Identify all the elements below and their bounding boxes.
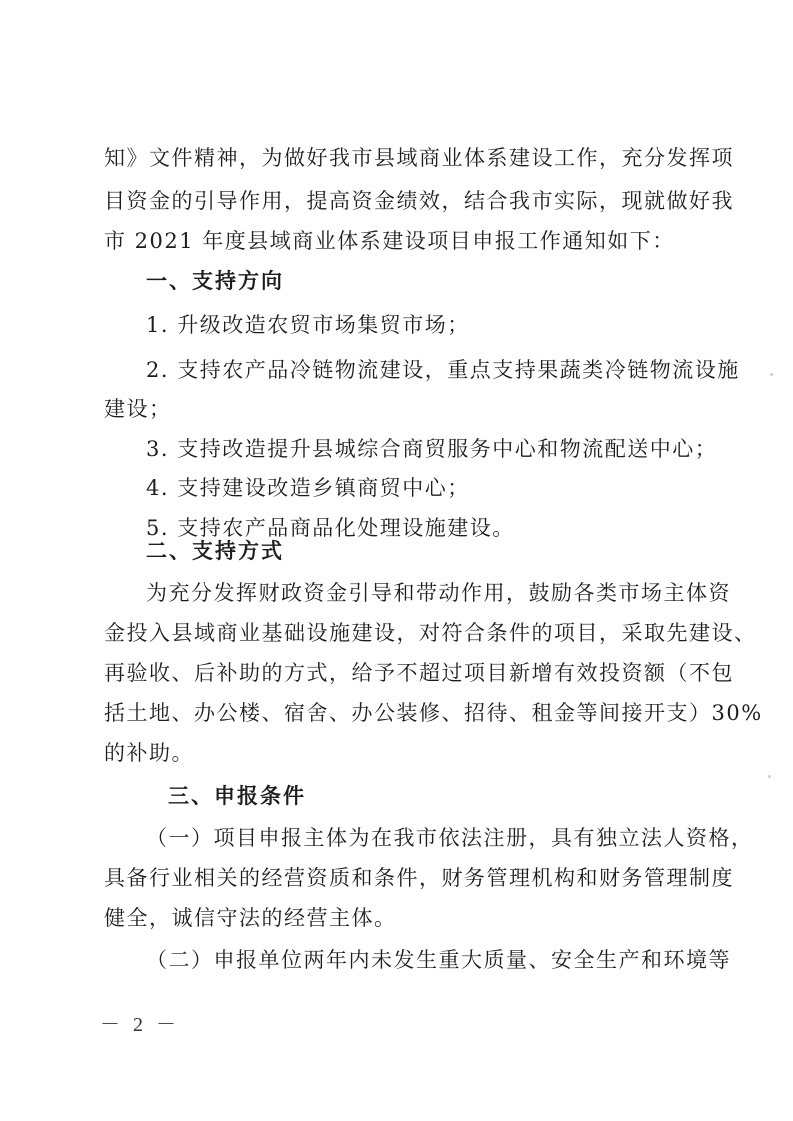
paragraph-line: 括土地、办公楼、宿舍、办公装修、招待、租金等间接开支）30%: [104, 701, 763, 725]
list-item: 4. 支持建设改造乡镇商贸中心；: [146, 476, 470, 500]
list-item-continuation: 建设；: [104, 397, 172, 421]
list-item: 2. 支持农产品冷链物流建设，重点支持果蔬类冷链物流设施: [146, 358, 740, 382]
paragraph-line: （二）申报单位两年内未发生重大质量、安全生产和环境等: [146, 948, 731, 972]
paragraph-line: 具备行业相关的经营资质和条件，财务管理机构和财务管理制度: [104, 866, 734, 890]
page-number: － 2 －: [100, 1014, 180, 1036]
intro-line-3: 市 2021 年度县域商业体系建设项目申报工作通知如下：: [104, 229, 675, 253]
section-heading-support-direction: 一、支持方向: [146, 269, 284, 293]
paragraph-line: 健全，诚信守法的经营主体。: [104, 906, 397, 930]
intro-line-1: 知》文件精神，为做好我市县域商业体系建设工作，充分发挥项: [104, 146, 734, 170]
list-item: 3. 支持改造提升县城综合商贸服务中心和物流配送中心；: [146, 437, 718, 461]
list-item: 1. 升级改造农贸市场集贸市场；: [146, 313, 470, 337]
section-heading-support-method: 二、支持方式: [146, 539, 284, 563]
paragraph-line: 的补助。: [104, 741, 194, 765]
paragraph-line: 金投入县域商业基础设施建设，对符合条件的项目，采取先建设、: [104, 621, 757, 645]
paragraph-line: 为充分发挥财政资金引导和带动作用，鼓励各类市场主体资: [146, 581, 731, 605]
paragraph-line: 再验收、后补助的方式，给予不超过项目新增有效投资额（不包: [104, 661, 734, 685]
intro-line-2: 目资金的引导作用，提高资金绩效，结合我市实际，现就做好我: [104, 189, 734, 213]
scan-speck: [770, 373, 773, 376]
scan-speck: [768, 775, 771, 778]
paragraph-line: （一）项目申报主体为在我市依法注册，具有独立法人资格，: [146, 826, 754, 850]
list-item: 5. 支持农产品商品化处理设施建设。: [146, 516, 515, 540]
section-heading-application-conditions: 三、申报条件: [168, 784, 306, 808]
